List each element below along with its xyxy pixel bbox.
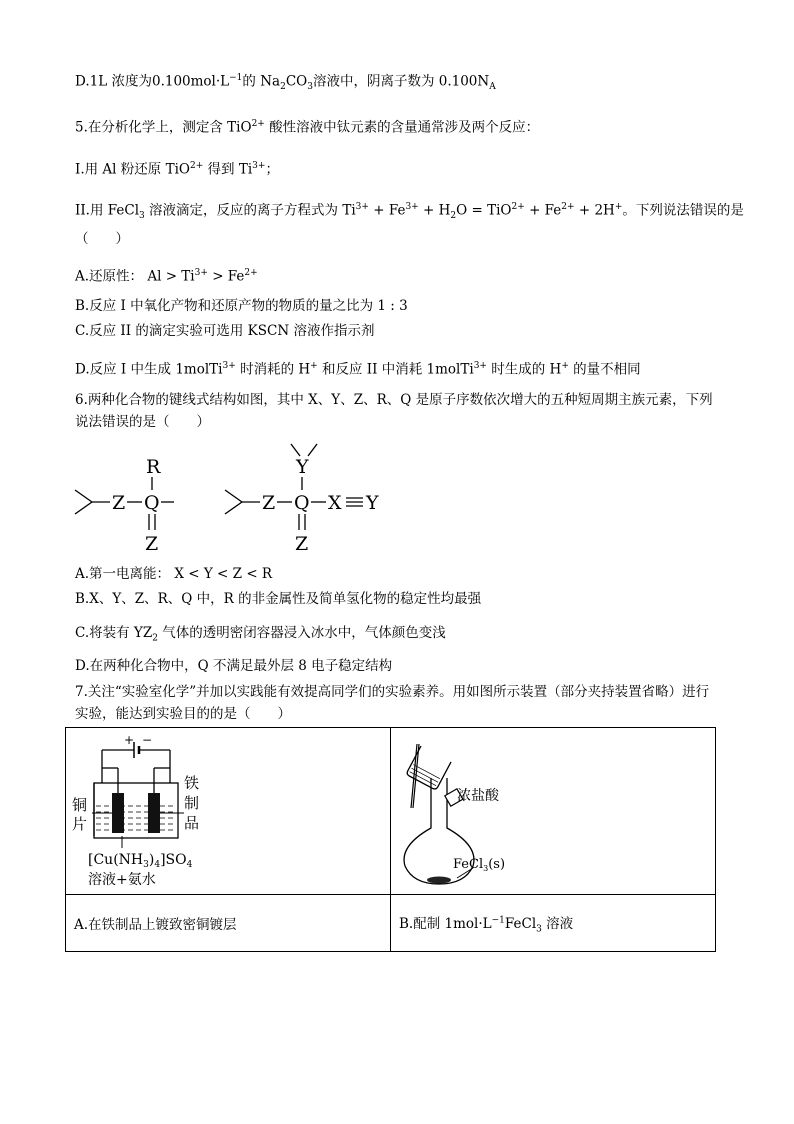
caption-b: B.配制 $1mol\cdot L^{-1}FeCl_3$ 溶液 — [391, 895, 716, 952]
solution-label-1: $[Cu(NH_3)_4]SO_4$ — [88, 852, 193, 870]
s2-x: X — [328, 492, 342, 514]
s2-z: Z — [262, 492, 276, 514]
s2-y: Y — [366, 492, 379, 514]
q5-option-b: B.反应 I 中氧化产物和还原产物的物质的量之比为 1 : 3 — [75, 298, 408, 314]
q7-stem: 7.关注“实验室化学”并加以实践能有效提高同学们的实验素养。用如图所示装置（部分夹持装置省略）进行实验，能达到实验目的的是（ ） — [75, 684, 710, 722]
caption-a: A.在铁制品上镀致密铜镀层 — [66, 895, 391, 952]
q5-option-a: A.还原性： $Al > Ti^{3+} > Fe^{2+}$ — [75, 268, 258, 285]
q5-reaction-1: I.用 Al 粉还原 TiO$^{2+}$ 得到 $Ti^{3+}$； — [75, 161, 279, 178]
solid-label: FeCl$_3$(s) — [453, 857, 506, 873]
s2-q: Q — [294, 492, 310, 514]
q5-option-c: C.反应 II 的滴定实验可选用 KSCN 溶液作指示剂 — [75, 323, 375, 339]
solution-label-2: 溶液+氨水 — [88, 872, 156, 888]
s2-y-top: Y — [296, 456, 309, 478]
q5-option-d: D.反应 I 中生成 1molTi$^{3+}$ 时消耗的 H+ 和反应 II 中消耗 1molTi$^{3+}$ 时生成的 H+ 的量不相同 — [75, 361, 641, 378]
s1-r: R — [146, 456, 161, 478]
structure-2 — [225, 444, 379, 555]
svg-text:−: − — [142, 733, 153, 747]
q6-option-d: D.在两种化合物中，Q 不满足最外层 8 电子稳定结构 — [75, 658, 393, 674]
q4-option-d: D.1L 浓度为$0.100mol\cdot L^{-1}$的 $Na_2CO_3$溶液中，阴离子数为 $0.100N_A$ — [75, 73, 496, 93]
q6-stem: 6.两种化合物的键线式结构如图，其中 X、Y、Z、R、Q 是原子序数依次增大的五种短周期主族元素，下列说法错误的是（ ） — [75, 392, 713, 430]
s2-z-bottom: Z — [295, 533, 309, 555]
s1-z-bottom: Z — [145, 533, 159, 555]
q6-structures — [60, 440, 400, 560]
iron-label-3: 品 — [184, 814, 200, 832]
q6-option-c: C.将装有 $YZ_2$ 气体的透明密闭容器浸入冰水中，气体颜色变浅 — [75, 625, 446, 644]
q7-experiment-table — [65, 727, 716, 952]
iron-label-2: 制 — [184, 794, 200, 812]
figure-b-cell — [391, 728, 716, 895]
figure-a-cell — [66, 728, 391, 895]
acid-label: 浓盐酸 — [457, 788, 499, 804]
structure-1 — [75, 456, 174, 555]
s1-z: Z — [112, 492, 126, 514]
figure-a-electroplating — [66, 728, 390, 890]
q6-option-a: A.第一电离能： X < Y < Z < R — [75, 566, 273, 582]
svg-text:+: + — [124, 733, 135, 747]
figure-b-solution-prep — [391, 728, 715, 890]
q5-reaction-2: II.用 FeCl$_3$ 溶液滴定，反应的离子方程式为 $Ti^{3+} + Fe^{3+} + H_2O = TiO^{2+} + Fe^{2+} + 2H^+$。下列说法错误的是 — [75, 202, 744, 222]
q5-stem: 5.在分析化学上，测定含 TiO$^{2+}$ 酸性溶液中钛元素的含量通常涉及两个反应： — [75, 119, 540, 136]
copper-label-2: 片 — [72, 815, 88, 833]
q6-option-b: B.X、Y、Z、R、Q 中，R 的非金属性及简单氢化物的稳定性均最强 — [75, 591, 482, 607]
iron-label-1: 铁 — [184, 774, 200, 792]
s1-q: Q — [144, 492, 160, 514]
q5-answer-paren: （ ） — [75, 231, 129, 247]
copper-label-1: 铜 — [72, 796, 88, 814]
